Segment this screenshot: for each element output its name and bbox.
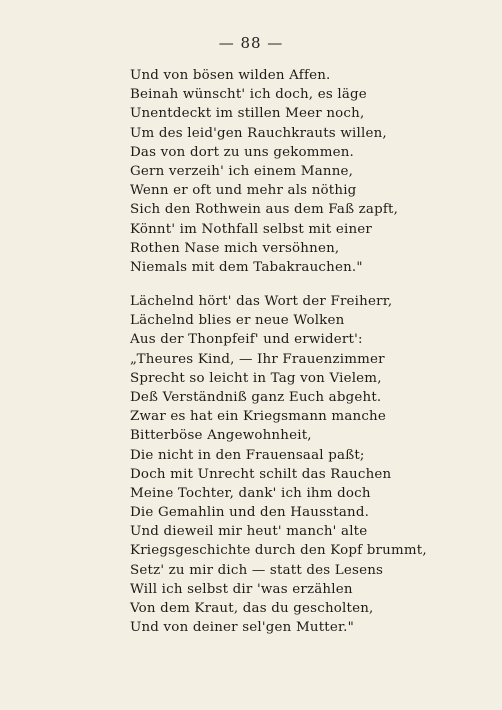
poem-line: Unentdeckt im stillen Meer noch, [130,106,365,122]
poem-line: Rothen Nase mich versöhnen, [130,240,340,256]
poem-line: Beinah wünscht' ich doch, es läge [130,87,367,103]
poem-line: Die nicht in den Frauensaal paßt; [130,447,365,463]
poem-line: Setz' zu mir dich — statt des Lesens [130,562,384,578]
poem-line: Könnt' im Nothfall selbst mit einer [130,221,372,237]
poem-line: Bitterböse Angewohnheit, [130,428,312,444]
poem-line: Kriegsgeschichte durch den Kopf brummt, [130,543,427,559]
poem-line: Lächelnd hört' das Wort der Freiherr, [130,294,393,309]
poem-line: Sich den Rothwein aus dem Faß zapft, [130,202,399,218]
poem-stanza-2 [130,292,470,637]
poem-line: Deß Verständniß ganz Euch abgeht. [130,389,382,405]
poem-line: Um des leid'gen Rauchkrauts willen, [130,125,387,141]
poem-line: Und von bösen wilden Affen. [130,68,331,83]
poem-line: Die Gemahlin und den Hausstand. [130,505,370,521]
page-number: — 88 — [218,34,284,52]
poem-line: Meine Tochter, dank' ich ihm doch [130,485,371,501]
poem-line: Zwar es hat ein Kriegsmann manche [130,409,386,425]
poem-line: „Theures Kind, — Ihr Frauenzimmer [130,351,385,367]
poem-line: Und dieweil mir heut' manch' alte [130,524,368,540]
poem-line: Doch mit Unrecht schilt das Rauchen [130,466,392,482]
poem-line: Lächelnd blies er neue Wolken [130,313,345,329]
poem-line: Will ich selbst dir 'was erzählen [130,581,353,597]
poem-stanza-1 [130,66,470,277]
poem-line: Von dem Kraut, das du gescholten, [130,601,374,616]
poem-line: Das von dort zu uns gekommen. [130,144,355,160]
poem-line: Aus der Thonpfeif' und erwidert': [130,332,363,348]
poem-line: Wenn er oft und mehr als nöthig [130,183,357,199]
poem-line: Sprecht so leicht in Tag von Vielem, [130,370,382,386]
poem-line: Niemals mit dem Tabakrauchen." [130,259,363,275]
poem-line: Und von deiner sel'gen Mutter." [130,620,354,636]
poem-line: Gern verzeih' ich einem Manne, [130,163,354,179]
